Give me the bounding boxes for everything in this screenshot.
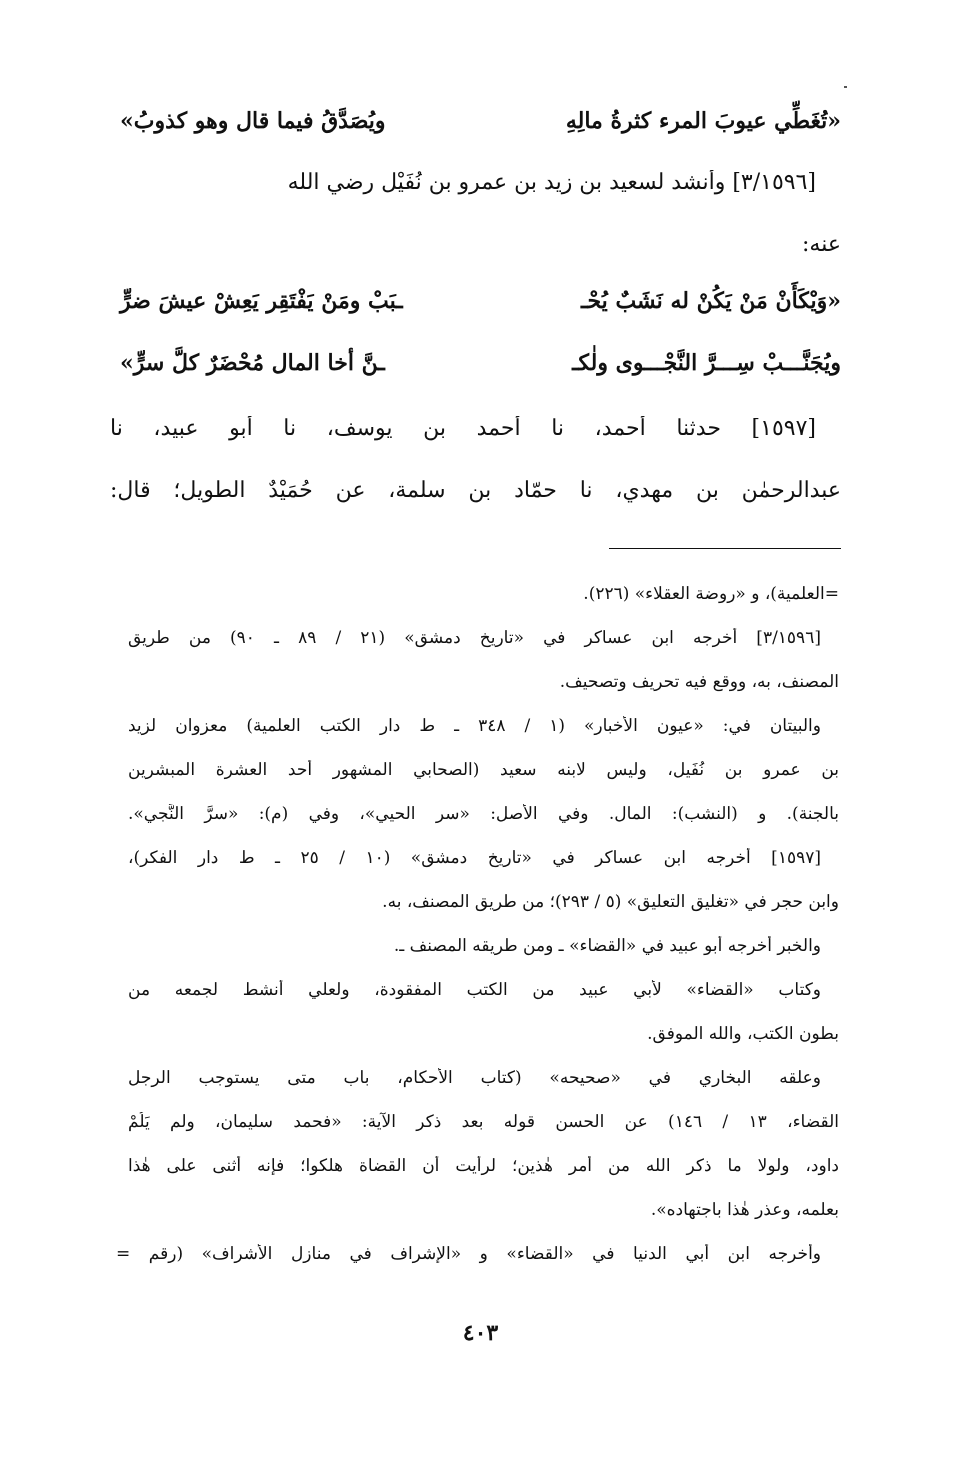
footnote-line: والخبر أخرجه أبو عبيد في «القضاء» ـ ومن طريقه المصنف ـ. xyxy=(393,936,821,956)
footnote-line: بالجنة). و (النشب): المال. وفي الأصل: «سر الحيي»، وفي (م): «سرَّ النَّجي». xyxy=(128,804,839,824)
page-number: ٤٠٣ xyxy=(462,1320,499,1346)
footnote-line: بطون الكتب، والله الموفق. xyxy=(647,1024,839,1044)
footnote-line: [١٥٩٧] أخرجه ابن عساكر في «تاريخ دمشق» (١٠ / ٢٥ ـ ط دار الفكر)، xyxy=(128,848,821,868)
verse-line xyxy=(120,350,841,376)
footnote-line: داود، ولولا ما ذكر الله من أمر هٰذين؛ لرأيت أن القضاة هلكوا؛ فإنه أثنى على هٰذا xyxy=(128,1156,839,1176)
verse-right-hemistich: «وَيْكَأَنْ مَنْ يَكُنْ له نَشَبٌ يُحْـ xyxy=(581,288,841,314)
footnote-line: وعلقه البخاري في «صحيحه» (كتاب الأحكام، باب متى يستوجب الرجل xyxy=(128,1068,821,1088)
footnote-line: بعلمه، وعذر هٰذا باجتهاده». xyxy=(650,1200,839,1220)
verse-line xyxy=(120,108,841,134)
verse-left-hemistich: ويُصَدَّقُ فيما قال وهو كذوبُ» xyxy=(120,108,386,134)
footnote-line: وكتاب «القضاء» لأبي عبيد من الكتب المفقودة، ولعلي أنشط لجمعه من xyxy=(128,980,821,1000)
verse-line xyxy=(120,288,841,314)
footnote-line: المصنف، به، ووقع فيه تحريف وتصحيف. xyxy=(559,672,839,692)
verse-right-hemistich: «تُغَطِّي عيوبَ المرء كثرةُ مالِهِ xyxy=(565,108,841,134)
verse-right-hemistich: ويُجَنَّـــبْ سِـــرَّ النَّجْـــوى ولٰكـ xyxy=(572,350,841,376)
footnote-line: وابن حجر في «تغليق التعليق» (٥ / ٢٩٣)؛ من طريق المصنف، به. xyxy=(382,892,839,912)
verse-left-hemistich: ـبَبْ ومَنْ يَفْتَقِر يَعِشْ عيشَ ضرٍّ xyxy=(120,288,403,314)
footnote-line: وأخرجه ابن أبي الدنيا في «القضاء» و «الإشراف في منازل الأشراف» (رقم = xyxy=(116,1244,821,1264)
scan-speck xyxy=(844,86,847,88)
entry-1596-line-1: [٣/١٥٩٦] وأنشد لسعيد بن زيد بن عمرو بن نُفَيْل رضي الله xyxy=(287,170,816,195)
footnote-line: والبيتان في: «عيون الأخبار» (١ / ٣٤٨ ـ ط دار الكتب العلمية) معزوان لزيد xyxy=(128,716,821,736)
footnote-line: بن عمرو بن نُفَيل، وليس لابنه سعيد (الصحابي المشهور أحد العشرة المبشرين xyxy=(128,760,839,780)
footnote-separator xyxy=(609,548,841,549)
entry-1597-line-2: عبدالرحمٰن بن مهدي، نا حمّاد بن سلمة، عن حُمَيْدٌ الطويل؛ قال: xyxy=(110,478,841,503)
entry-1597-line-1: [١٥٩٧] حدثنا أحمد، نا أحمد بن يوسف، نا أبو عبيد، نا xyxy=(110,416,816,441)
footnote-line: [٣/١٥٩٦] أخرجه ابن عساكر في «تاريخ دمشق» (٢١ / ٨٩ ـ ٩٠) من طريق xyxy=(128,628,821,648)
footnote-line: القضاء، ١٣ / ١٤٦) عن الحسن قوله بعد ذكر الآية: «فحمد سليمان، ولم يَلُمْ xyxy=(128,1112,839,1132)
entry-1596-line-2: عنه: xyxy=(802,232,841,257)
verse-left-hemistich: ـنَّ أخا المال مُحْضَرٌ كلَّ سرٍّ» xyxy=(120,350,385,376)
footnote-line: =العلمية)، و «روضة العقلاء» (٢٢٦). xyxy=(583,584,839,604)
